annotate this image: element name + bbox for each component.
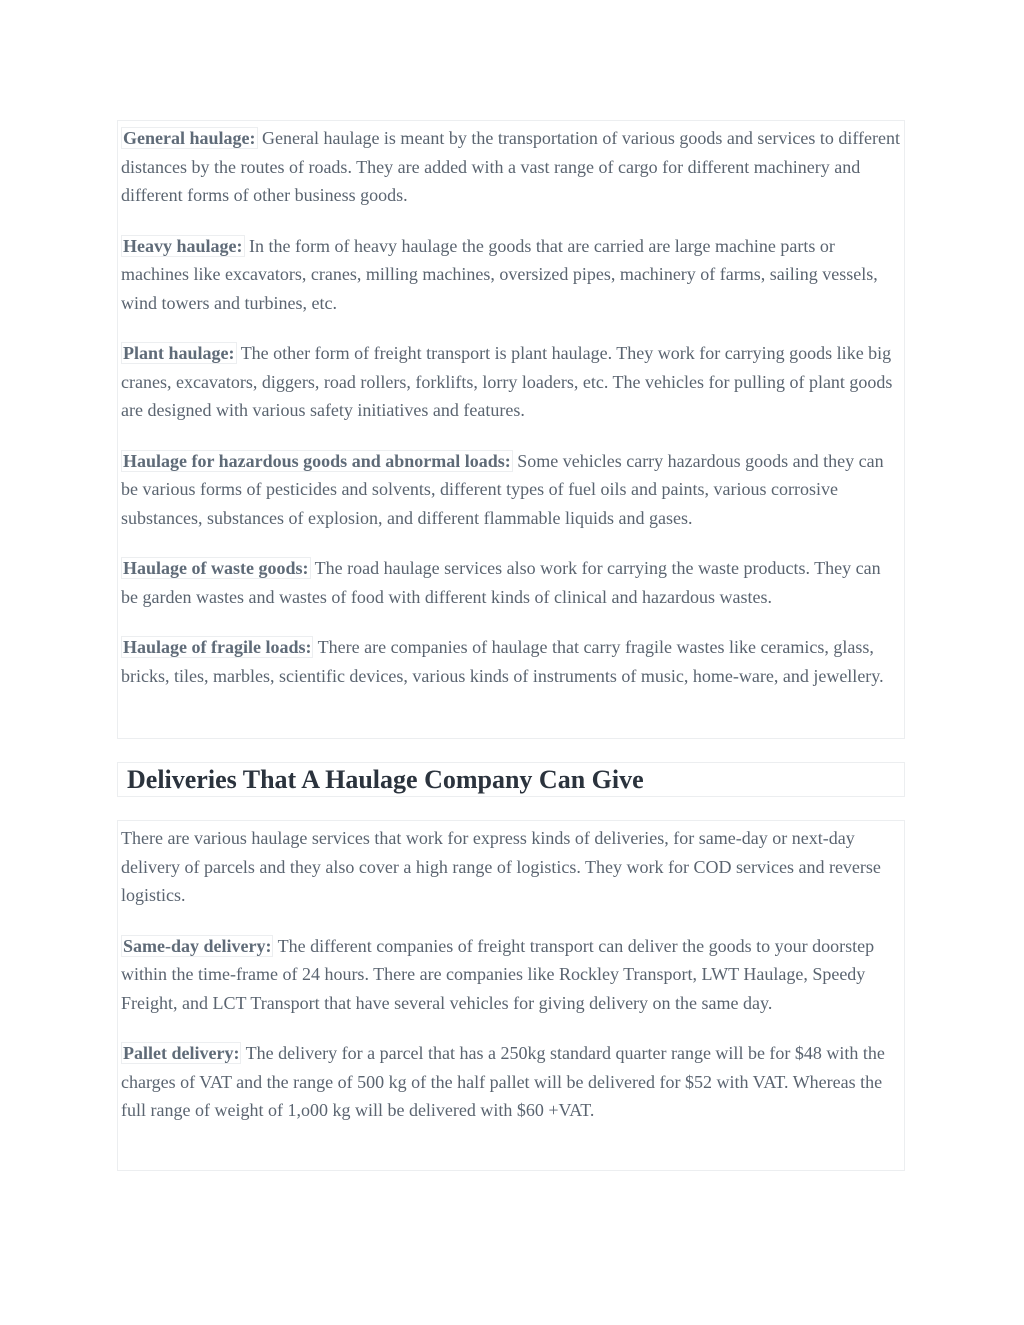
waste-haulage-term: Haulage of waste goods:	[123, 558, 309, 578]
pallet-delivery-text: The delivery for a parcel that has a 250kg standard quarter range will be for $48 with the charges of VAT and the range of 500 kg of the half pallet will be delivered for $52 with VAT. Whereas the full range of weight of 1,o00 kg will be delivered with $60 +VAT.	[121, 1043, 885, 1120]
section-heading: Deliveries That A Haulage Company Can Give	[127, 765, 644, 794]
plant-haulage-paragraph	[118, 339, 904, 425]
heavy-haulage-term: Heavy haulage:	[123, 235, 243, 256]
heavy-haulage-text: In the form of heavy haulage the goods that are carried are large machine parts or machines like excavators, cranes, milling machines, oversized pipes, machinery of farms, sailing vessels, wind towers and turbines, etc.	[121, 235, 878, 313]
deliveries-intro: There are various haulage services that work for express kinds of deliveries, for same-day or next-day delivery of parcels and they also cover a high range of logistics. They work for COD services and reverse logistics.	[121, 828, 881, 905]
heading-box	[117, 762, 905, 797]
same-day-delivery-paragraph	[118, 932, 904, 1018]
same-day-delivery-term: Same-day delivery:	[123, 935, 272, 956]
pallet-delivery-paragraph	[118, 1039, 904, 1125]
hazardous-haulage-term: Haulage for hazardous goods and abnormal loads:	[123, 450, 511, 471]
hazardous-haulage-text: Some vehicles carry hazardous goods and they can be various forms of pesticides and solvents, different types of fuel oils and paints, various corrosive substances, substances of explosion, and different flammable liquids and gases.	[121, 450, 884, 528]
plant-haulage-term: Plant haulage:	[123, 343, 235, 363]
same-day-delivery-text: The different companies of freight transport can deliver the goods to your doorstep within the time-frame of 24 hours. There are companies like Rockley Transport, LWT Haulage, Speedy Freight, and LCT Transport that have several vehicles for giving delivery on the same day.	[121, 935, 875, 1013]
plant-haulage-text: The other form of freight transport is plant haulage. They work for carrying goods like big cranes, excavators, diggers, road rollers, forklifts, lorry loaders, etc. The vehicles for pulling of plant goods are designed with various safety initiatives and features.	[121, 343, 893, 420]
fragile-haulage-term: Haulage of fragile loads:	[123, 637, 312, 657]
general-haulage-term: General haulage:	[123, 128, 256, 148]
haulage-types-section	[117, 120, 905, 739]
deliveries-section	[117, 820, 905, 1171]
fragile-haulage-text: There are companies of haulage that carry fragile wastes like ceramics, glass, bricks, tiles, marbles, scientific devices, various kinds of instruments of music, home-ware, and jewellery.	[121, 637, 884, 686]
fragile-haulage-paragraph	[118, 633, 904, 690]
hazardous-haulage-paragraph	[118, 447, 904, 533]
pallet-delivery-term: Pallet delivery:	[123, 1043, 240, 1063]
general-haulage-paragraph	[118, 124, 904, 210]
waste-haulage-text: The road haulage services also work for carrying the waste products. They can be garden wastes and wastes of food with different kinds of clinical and hazardous wastes.	[121, 558, 881, 607]
waste-haulage-paragraph	[118, 554, 904, 611]
heavy-haulage-paragraph	[118, 232, 904, 318]
general-haulage-text: General haulage is meant by the transportation of various goods and services to different distances by the routes of roads. They are added with a vast range of cargo for different machinery and different forms of other business goods.	[121, 128, 900, 205]
